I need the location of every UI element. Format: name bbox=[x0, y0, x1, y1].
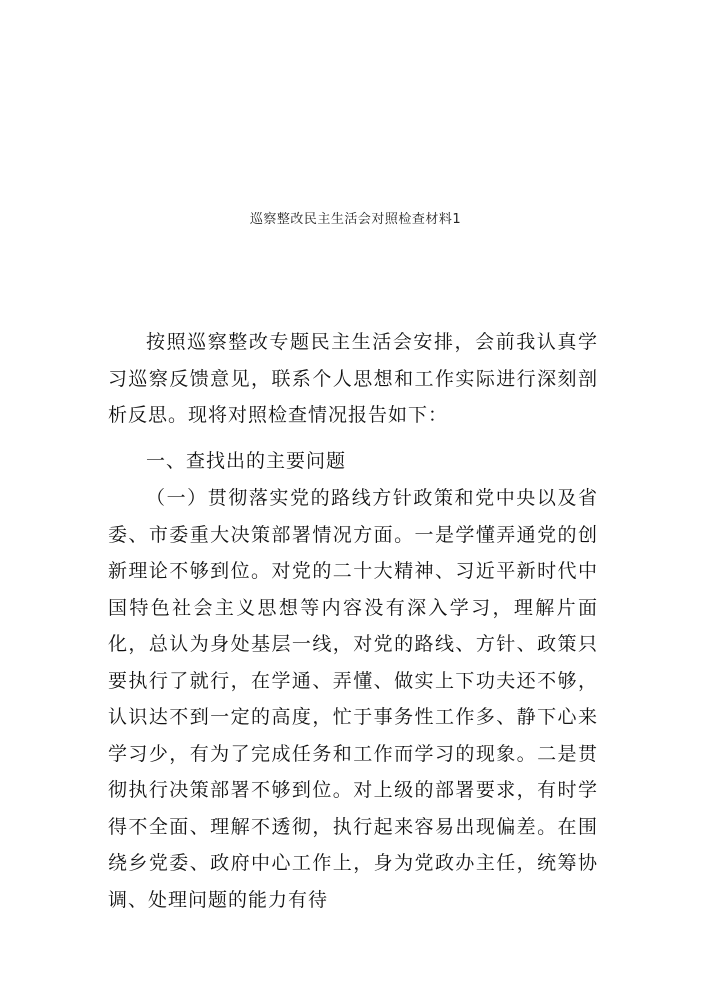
intro-paragraph: 按照巡察整改专题民主生活会安排，会前我认真学习巡察反馈意见，联系个人思想和工作实际进行深刻剖析反思。现将对照检查情况报告如下： bbox=[108, 331, 598, 426]
section-paragraph: （一）贯彻落实党的路线方针政策和党中央以及省委、市委重大决策部署情况方面。一是学懂弄通党的创新理论不够到位。对党的二十大精神、习近平新时代中国特色社会主义思想等内容没有深入学习，理解片面化，总认为身处基层一线，对党的路线、方针、政策只要执行了就行，在学通、弄懂、做实上下功夫还不够，认识达不到一定的高度，忙于事务性工作多、静下心来学习少，有为了完成任务和工作而学习的现象。二是贯彻执行决策部署不够到位。对上级的部署要求，有时学得不全面、理解不透彻，执行起来容易出现偏差。在围绕乡党委、政府中心工作上，身为党政办主任，统筹协调、处理问题的能力有待 bbox=[108, 487, 598, 911]
section-heading: 一、查找出的主要问题 bbox=[146, 450, 347, 472]
document-title: 巡察整改民主生活会对照检查材料1 bbox=[249, 212, 462, 227]
